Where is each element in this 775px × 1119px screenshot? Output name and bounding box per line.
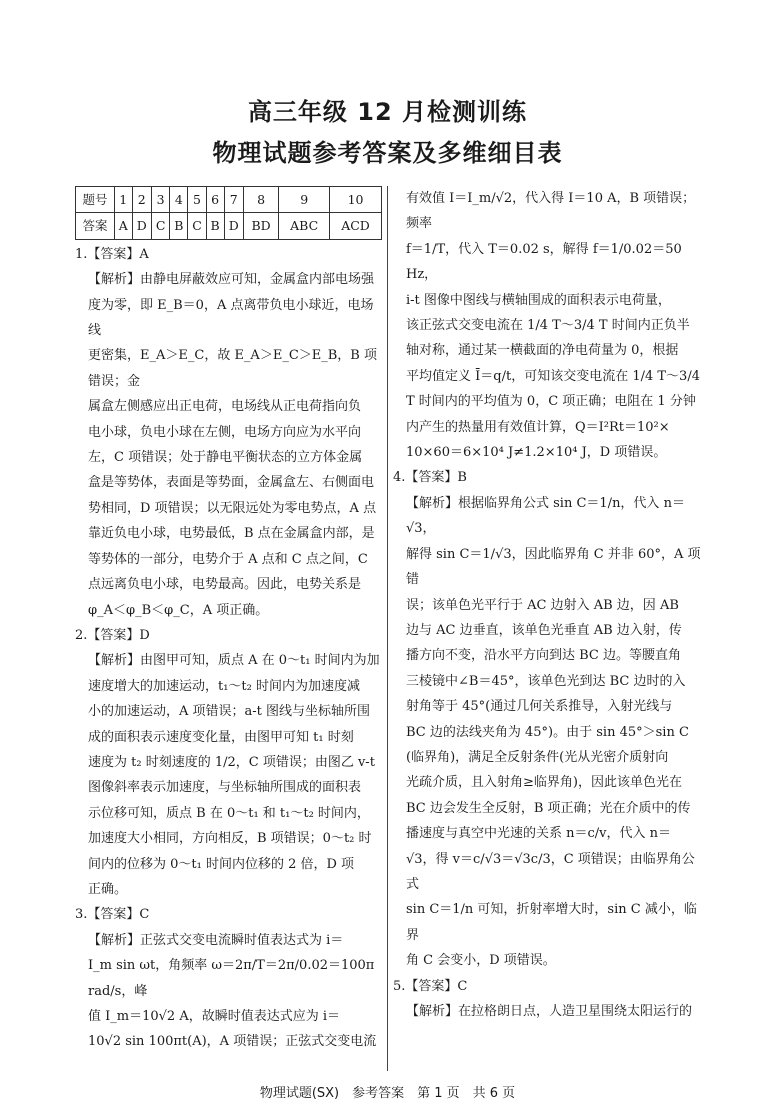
- text-line: 速度增大的加速运动，t₁～t₂ 时间内为加速度减: [88, 678, 361, 694]
- right-column: [393, 186, 704, 1024]
- table-cell: 3: [151, 187, 170, 213]
- text-line: 射角等于 45°(通过几何关系推导，入射光线与: [406, 699, 673, 715]
- text-line: 【解析】在拉格朗日点，人造卫星围绕太阳运行的: [406, 1004, 693, 1019]
- q5-answer-heading: 5.【答案】C: [393, 978, 468, 994]
- table-cell: B: [206, 213, 224, 239]
- table-cell: 7: [224, 187, 243, 213]
- q4-explanation: [393, 491, 704, 974]
- text-line: 势相同，D 项错误；以无限远处为零电势点，A 点: [88, 500, 377, 516]
- text-line: 平均值定义 Ī＝q/t，可知该交变电流在 1/4 T～3/4: [406, 368, 700, 384]
- page-title-line2: 物理试题参考答案及多维细目表: [212, 139, 563, 167]
- text-line: I_m sin ωt，角频率 ω＝2π/T＝2π/0.02＝100π rad/s，峰: [88, 958, 375, 999]
- table-cell: 2: [132, 187, 151, 213]
- text-line: 盒是等势体，表面是等势面，金属盒左、右侧面电: [88, 475, 375, 491]
- text-line: 速度为 t₂ 时刻速度的 1/2，C 项错误；由图乙 v-t: [88, 754, 375, 770]
- table-cell: D: [224, 213, 243, 239]
- text-line: 10√2 sin 100πt(A)，A 项错误；正弦式交变电流: [88, 1034, 377, 1050]
- text-line: 示位移可知，质点 B 在 0～t₁ 和 t₁～t₂ 时间内，: [88, 805, 370, 821]
- answer-table-answer-row: [76, 213, 382, 239]
- text-line: 三棱镜中∠B＝45°，该单色光到达 BC 边时的入: [406, 673, 686, 689]
- text-line: 靠近负电小球，电势最低，B 点在金属盒内部，是: [88, 526, 375, 542]
- text-line: 更密集，E_A＞E_C，故 E_A＞E_C＞E_B，B 项错误；金: [88, 348, 377, 389]
- table-cell: 4: [170, 187, 188, 213]
- table-cell: D: [132, 213, 151, 239]
- text-line: √3，得 v＝c/√3＝√3c/3，C 项错误；由临界角公式: [406, 851, 695, 892]
- text-line: sin C＝1/n 可知，折射率增大时，sin C 减小，临界: [406, 902, 697, 943]
- text-line: 光疏介质，且入射角≥临界角)，因此该单色光在: [406, 775, 682, 791]
- text-line: 电小球，负电小球在左侧，电场方向应为水平向: [88, 424, 362, 440]
- text-line: 成的面积表示速度变化量，由图甲可知 t₁ 时刻: [88, 729, 354, 745]
- table-cell: A: [115, 213, 133, 239]
- text-line: (临界角)，满足全反射条件(光从光密介质射向: [406, 749, 669, 765]
- text-line: 有效值 I＝I_m/√2，代入得 I＝10 A，B 项错误；频率: [406, 191, 696, 232]
- table-cell: 6: [206, 187, 224, 213]
- table-cell: ABC: [279, 213, 330, 239]
- text-line: 10×60＝6×10⁴ J≠1.2×10⁴ J，D 项错误。: [406, 445, 667, 461]
- table-cell: C: [151, 213, 170, 239]
- table-cell: ACD: [330, 213, 382, 239]
- text-line: 度为零，即 E_B＝0，A 点离带负电小球近，电场线: [88, 297, 374, 339]
- column-divider: [387, 186, 388, 1071]
- text-line: 正确。: [88, 881, 128, 897]
- text-line: 角 C 会变小，D 项错误。: [406, 953, 556, 969]
- text-line: 【解析】正弦式交变电流瞬时值表达式为 i＝: [88, 932, 344, 948]
- text-line: 内产生的热量用有效值计算，Q＝I²Rt＝10²×: [406, 419, 670, 435]
- text-line: 属盒左侧感应出正电荷，电场线从正电荷指向负: [88, 399, 362, 415]
- left-column: [75, 186, 382, 1055]
- text-line: T 时间内的平均值为 0，C 项正确；电阻在 1 分钟: [406, 394, 696, 410]
- text-line: BC 边的法线夹角为 45°)。由于 sin 45°＞sin C: [406, 724, 689, 740]
- text-line: 加速度大小相同，方向相反，B 项错误；0～t₂ 时: [88, 831, 372, 847]
- table-row-label: 答案: [76, 213, 115, 239]
- answer-table-number-row: [76, 187, 382, 213]
- answer-table: [75, 186, 382, 240]
- table-cell: 1: [115, 187, 133, 213]
- q3-explanation: [75, 928, 382, 1055]
- text-line: 【解析】由静电屏蔽效应可知，金属盒内部电场强: [88, 272, 375, 288]
- q3-answer-heading: 3.【答案】C: [75, 907, 150, 923]
- text-line: 值 I_m＝10√2 A，故瞬时值表达式应为 i＝: [88, 1009, 341, 1024]
- text-line: 播方向不变，沿水平方向到达 BC 边。等腰直角: [406, 648, 682, 664]
- table-cell: 9: [279, 187, 330, 213]
- table-cell: 10: [330, 187, 382, 213]
- text-line: 点远离负电小球，电势最高。因此，电势关系是: [88, 577, 362, 593]
- text-line: 该正弦式交变电流在 1/4 T～3/4 T 时间内正负半: [406, 318, 690, 334]
- text-line: BC 边会发生全反射，B 项正确；光在介质中的传: [406, 800, 691, 816]
- text-line: 左，C 项错误；处于静电平衡状态的立方体金属: [88, 450, 363, 466]
- text-line: 边与 AC 边垂直，该单色光垂直 AB 边入射，传: [406, 622, 682, 638]
- table-cell: 5: [188, 187, 207, 213]
- text-line: 【解析】根据临界角公式 sin C＝1/n，代入 n＝√3，: [406, 495, 685, 537]
- table-cell: BD: [243, 213, 278, 239]
- q1-answer-heading: 1.【答案】A: [75, 246, 149, 262]
- q2-answer-heading: 2.【答案】D: [75, 627, 150, 643]
- text-line: 间内的位移为 0～t₁ 时间内位移的 2 倍，D 项: [88, 856, 355, 872]
- text-line: 图像斜率表示加速度，与坐标轴所围成的面积表: [88, 780, 362, 796]
- table-cell: C: [188, 213, 207, 239]
- text-line: φ_A＜φ_B＜φ_C，A 项正确。: [88, 602, 269, 618]
- text-line: 【解析】由图甲可知，质点 A 在 0～t₁ 时间内为加: [88, 653, 380, 669]
- table-row-label: 题号: [76, 187, 115, 213]
- q1-explanation: [75, 267, 382, 623]
- q2-explanation: [75, 648, 382, 902]
- text-line: f＝1/T，代入 T＝0.02 s，解得 f＝1/0.02＝50 Hz，: [406, 241, 682, 283]
- table-cell: B: [170, 213, 188, 239]
- page-footer: 物理试题(SX) 参考答案 第 1 页 共 6 页: [259, 1086, 516, 1101]
- text-line: 误；该单色光平行于 AC 边射入 AB 边，因 AB: [406, 597, 679, 613]
- text-line: 小的加速运动，A 项错误；a-t 图线与坐标轴所围: [88, 704, 371, 720]
- text-line: 播速度与真空中光速的关系 n＝c/v，代入 n＝: [406, 826, 672, 842]
- q4-answer-heading: 4.【答案】B: [393, 470, 467, 486]
- q3-explanation-continued: [393, 186, 704, 465]
- table-cell: 8: [243, 187, 278, 213]
- text-line: 解得 sin C＝1/√3，因此临界角 C 并非 60°，A 项错: [406, 546, 701, 588]
- text-line: i-t 图像中图线与横轴围成的面积表示电荷量，: [406, 292, 671, 308]
- page-title-line1: 高三年级 12 月检测训练: [247, 98, 528, 126]
- text-line: 轴对称，通过某一横截面的净电荷量为 0，根据: [406, 343, 679, 359]
- q5-explanation: [393, 999, 704, 1024]
- text-line: 等势体的一部分，电势介于 A 点和 C 点之间，C: [88, 551, 368, 567]
